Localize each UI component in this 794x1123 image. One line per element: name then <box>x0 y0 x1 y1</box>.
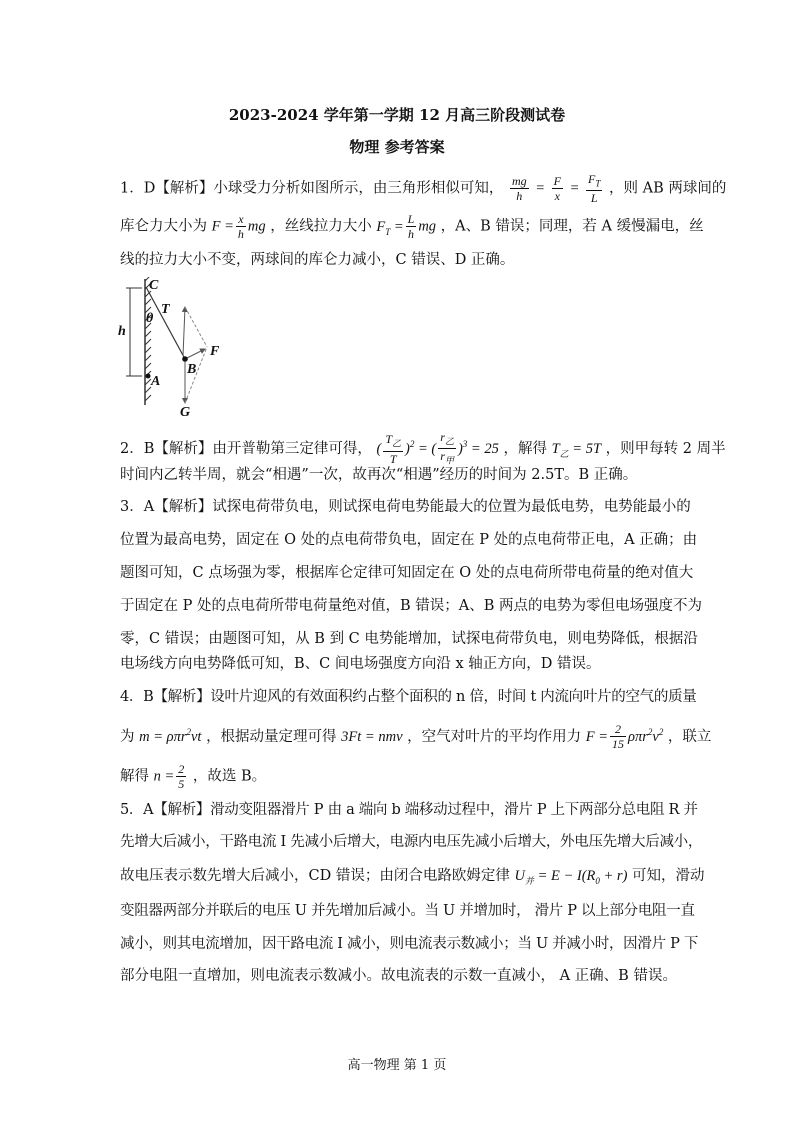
formula-x-over-h: $\frac{x}{h}$ <box>237 212 244 241</box>
q5-line-3: 故电压表示数先增大后减小，CD 错误；由闭合电路欧姆定律 $U_并 = E - I(R_0 + r)$ 可知，滑动 <box>120 868 705 886</box>
label-F: F <box>210 344 220 359</box>
label-G: G <box>180 405 191 420</box>
q3-line-1: 3．A【解析】试探电荷带负电，则试探电荷电势能最大的位置为最低电势，电势能最小的 <box>120 499 691 515</box>
q3-line-3: 题图可知，C 点场强为零，根据库仑定律可知固定在 O 处的点电荷所带电荷量的绝对值大 <box>120 565 694 581</box>
formula-L-over-h: $\frac{L}{h}$ <box>407 212 415 241</box>
formula-F-over-x: $\frac{F}{x}$ <box>553 174 561 204</box>
q1-line-1: 1．D【解析】小球受力分析如图所示，由三角形相似可知， $\frac{mg}{h}$ = $\frac{F}{x}$ = $\frac{F_T}{L}$ ，则 AB 两球间的 <box>120 172 727 206</box>
label-h: h <box>118 324 126 339</box>
q5-line-2: 先增大后减小，干路电流 I 先减小后增大，电源内电压先减小后增大，外电压先增大后减小， <box>120 834 703 850</box>
q2-line-2: 时间内乙转半周，就会“相遇”一次，故再次“相遇”经历的时间为 2.5T。B 正确。 <box>120 467 638 483</box>
q1-line-3: 线的拉力大小不变，两球间的库仑力减小，C 错误、D 正确。 <box>120 252 515 268</box>
label-A: A <box>151 374 161 389</box>
q3-line-6: 电场线方向电势降低可知，B、C 间电场强度方向沿 x 轴正方向，D 错误。 <box>120 656 601 672</box>
q5-line-6: 部分电阻一直增加，则电流表示数减小。故电流表的示数一直减小， A 正确、B 错误。 <box>120 968 677 984</box>
label-B: B <box>187 362 197 377</box>
page-footer: 高一物理 第 1 页 <box>347 1058 447 1073</box>
page-subtitle: 物理 参考答案 <box>349 138 445 156</box>
q1-line-2: 库仑力大小为 F = $\frac{x}{h}$ mg ，丝线拉力大小 $F_T$ = $\frac{L}{h}$ mg ，A、B 错误；同理，若 A 缓慢漏电，丝 <box>120 212 704 241</box>
label-theta: θ <box>146 311 154 326</box>
formula-2-over-15: $\frac{2}{15}$ <box>612 722 624 752</box>
formula-rZ-over-rJ: $\frac{r_乙}{r_甲}$ <box>440 430 454 466</box>
q4-line-2: 为 m = ρπr$^2$vt ，根据动量定理可得 3Ft = nmv ，空气对叶片的平均作用力 F = $\frac{2}{15}$ $\rho\pi r^2v^2$ ，联立 <box>120 722 712 752</box>
page-title: 2023-2024 学年第一学期 12 月高三阶段测试卷 <box>228 106 566 124</box>
force-diagram <box>115 277 225 420</box>
tension-vector <box>183 307 185 356</box>
q5-line-1: 5．A【解析】滑动变阻器滑片 P 由 a 端向 b 端移动过程中，滑片 P 上下两部分总电阻 R 并 <box>120 802 698 818</box>
force-vector-F <box>187 349 205 358</box>
formula-TZ-over-T: $\frac{T_乙}{T}$ <box>385 432 402 466</box>
dashed-line-1 <box>185 307 207 347</box>
q3-line-2: 位置为最高电势，固定在 O 处的点电荷带负电，固定在 P 处的点电荷带正电，A 正确；由 <box>120 532 698 548</box>
ball-A <box>146 374 151 379</box>
formula-mg-over-h: $\frac{mg}{h}$ <box>511 174 527 204</box>
q4-line-3: 解得 n = $\frac{2}{5}$ ，故选 B。 <box>120 762 267 791</box>
ball-B <box>182 356 188 362</box>
label-T: T <box>161 302 170 317</box>
q3-line-4: 于固定在 P 处的点电荷所带电荷量绝对值，B 错误；A、B 两点的电势为零但电场强度不为 <box>120 598 702 614</box>
q5-line-5: 减小，则其电流增加，因干路电流 I 减小，则电流表示数减小；当 U 并减小时，因滑片 P 下 <box>120 936 699 952</box>
q5-line-4: 变阻器两部分并联后的电压 U 并先增加后减小。当 U 并增加时， 滑片 P 以上部分电阻一直 <box>120 903 695 919</box>
formula-2-over-5: $\frac{2}{5}$ <box>178 762 185 791</box>
q3-line-5: 零，C 错误；由题图可知，从 B 到 C 电势能增加，试探电荷带负电，则电势降低，根据沿 <box>120 631 698 647</box>
label-C: C <box>149 278 159 293</box>
q2-line-1: 2．B【解析】由开普勒第三定律可得， ( $\frac{T_乙}{T}$ )$^2$ = ( $\frac{r_乙}{r_甲}$ )$^3$ = 25 ，解得 $T_乙 = 5T$ ，则甲每转 2 周半 <box>120 430 726 466</box>
q4-line-1: 4．B【解析】设叶片迎风的有效面积约占整个面积的 n 倍，时间 t 内流向叶片的空气的质量 <box>120 689 697 705</box>
formula-FT-over-L: $\frac{F_T}{L}$ <box>588 172 601 206</box>
